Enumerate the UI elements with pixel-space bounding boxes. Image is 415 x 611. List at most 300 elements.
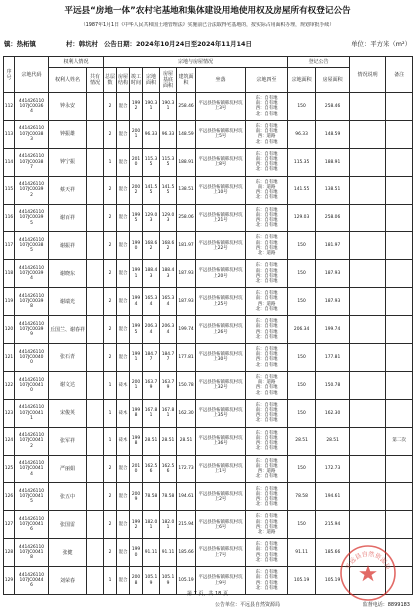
base-area: 182.01 bbox=[161, 519, 175, 530]
floor-area-cell bbox=[177, 93, 196, 121]
share-status-cell bbox=[87, 511, 104, 539]
boundary-line: 东：自有地 bbox=[255, 486, 278, 492]
share-status-cell bbox=[87, 288, 104, 316]
reg-house-area-cell bbox=[316, 288, 350, 316]
owner-name: 谢百祥 bbox=[59, 215, 75, 221]
house-structure: 混合 bbox=[118, 103, 128, 109]
boundary-line: 西：自有地 bbox=[255, 524, 278, 530]
owner-name-cell bbox=[49, 371, 87, 399]
completion-year: 2010 bbox=[131, 156, 141, 168]
floor-count: 1 bbox=[108, 159, 112, 165]
note-cell bbox=[350, 204, 386, 232]
boundary-line: 西：自有地 bbox=[255, 552, 278, 558]
owner-name-cell bbox=[49, 539, 87, 567]
note-cell bbox=[350, 232, 386, 260]
boundary-line: 南：自有地 bbox=[255, 212, 278, 218]
boundary-line: 东：自有地 bbox=[255, 179, 278, 185]
base-area-cell bbox=[160, 288, 177, 316]
location-cell bbox=[196, 176, 246, 204]
floor-area: 177.81 bbox=[178, 354, 194, 360]
remark-cell bbox=[386, 371, 413, 399]
house-structure: 混合 bbox=[118, 326, 128, 332]
house-structure-cell bbox=[117, 511, 130, 539]
location-cell bbox=[196, 539, 246, 567]
reg-land-area: 150 bbox=[297, 410, 306, 416]
reg-land-area-cell bbox=[288, 399, 316, 427]
boundary-line: 南：道路 bbox=[257, 184, 276, 190]
note-cell bbox=[350, 371, 386, 399]
boundaries-cell bbox=[246, 455, 288, 483]
completion-year-cell bbox=[130, 427, 143, 455]
house-structure: 砖木 bbox=[118, 382, 128, 388]
boundary-line: 东：自有地 bbox=[255, 570, 278, 576]
owner-name: 谢文达 bbox=[59, 382, 75, 389]
row-number: 126 bbox=[4, 494, 14, 500]
completion-year: 2008 bbox=[131, 575, 141, 586]
boundary-line: 东：自有地 bbox=[255, 430, 278, 436]
zongdi-code: 441426110107JC00412 bbox=[18, 433, 45, 449]
house-structure: 混合 bbox=[118, 243, 128, 249]
header-owner-group: 权利人情况 bbox=[49, 57, 104, 68]
zongdi-code-cell bbox=[15, 148, 49, 176]
table-body bbox=[4, 93, 413, 595]
location: 平远县热柘镇韩坑村坑上35号 bbox=[198, 407, 243, 419]
row-number: 118 bbox=[4, 271, 14, 277]
boundary-line: 北：自有地 bbox=[255, 390, 278, 396]
base-area-cell bbox=[160, 148, 177, 176]
row-number-cell bbox=[4, 204, 15, 232]
zongdi-code-cell bbox=[15, 539, 49, 567]
house-structure: 混合 bbox=[118, 494, 128, 500]
seal-text: 平远县自然资源局 bbox=[344, 550, 392, 571]
zongdi-code-cell bbox=[15, 176, 49, 204]
base-area-cell bbox=[160, 232, 177, 260]
reg-land-area: 150 bbox=[297, 299, 306, 305]
share-status-cell bbox=[87, 148, 104, 176]
row-number-cell bbox=[4, 176, 15, 204]
location: 平远县热柘镇韩坑村坑上3号 bbox=[198, 101, 243, 112]
floor-area-cell bbox=[177, 511, 196, 539]
reg-house-area-cell bbox=[316, 371, 350, 399]
floor-area-cell bbox=[177, 371, 196, 399]
floor-area: 215.94 bbox=[178, 522, 194, 528]
floor-count-cell bbox=[104, 93, 117, 121]
header-year: 竣工时间 bbox=[130, 68, 143, 93]
owner-name: 张五中 bbox=[59, 493, 75, 500]
boundaries-cell bbox=[246, 204, 288, 232]
location-cell bbox=[196, 399, 246, 427]
land-area: 167.81 bbox=[144, 407, 158, 419]
reg-house-area: 258.46 bbox=[324, 103, 341, 109]
owner-name-cell bbox=[49, 288, 87, 316]
boundary-line: 南：自有地 bbox=[255, 547, 278, 553]
note-cell bbox=[350, 260, 386, 288]
row-number: 122 bbox=[4, 382, 14, 388]
house-structure-cell bbox=[117, 204, 130, 232]
header-share: 共有情况 bbox=[87, 68, 104, 93]
base-area: 115.35 bbox=[161, 156, 175, 168]
boundary-line: 东：自有地 bbox=[255, 374, 278, 380]
house-structure: 混合 bbox=[118, 299, 128, 305]
reg-house-area-cell bbox=[316, 483, 350, 511]
floor-count-cell bbox=[104, 483, 117, 511]
boundary-line: 北：自有地 bbox=[255, 362, 278, 368]
row-number: 113 bbox=[4, 131, 14, 137]
land-area-cell bbox=[143, 316, 160, 344]
header-owner-name: 权利人姓名 bbox=[49, 68, 87, 93]
reg-land-area: 141.55 bbox=[293, 187, 310, 193]
zongdi-code-cell bbox=[15, 371, 49, 399]
reg-land-area-cell bbox=[288, 427, 316, 455]
completion-year-cell bbox=[130, 511, 143, 539]
row-number: 119 bbox=[4, 299, 14, 305]
issuing-unit: 公告单位：平远县自然资源局 bbox=[215, 602, 281, 608]
row-number: 121 bbox=[4, 354, 14, 360]
base-area: 28.51 bbox=[161, 438, 175, 444]
boundary-line: 西：自有地 bbox=[255, 413, 278, 419]
reg-house-area-cell bbox=[316, 427, 350, 455]
row-number-cell bbox=[4, 260, 15, 288]
reg-land-area: 206.34 bbox=[293, 326, 310, 332]
reg-house-area-cell bbox=[316, 93, 350, 121]
zongdi-code-cell bbox=[15, 120, 49, 148]
floor-count: 2 bbox=[108, 494, 112, 500]
house-structure-cell bbox=[117, 288, 130, 316]
zongdi-code-cell bbox=[15, 427, 49, 455]
land-area-cell bbox=[143, 260, 160, 288]
base-area: 163.79 bbox=[161, 380, 175, 391]
reg-house-area: 185.66 bbox=[324, 550, 341, 556]
completion-year-cell bbox=[130, 316, 143, 344]
floor-area: 105.19 bbox=[178, 577, 194, 583]
owner-name: 张军祥 bbox=[59, 438, 75, 445]
row-number-cell bbox=[4, 344, 15, 372]
house-structure: 混合 bbox=[118, 215, 128, 221]
completion-year: 1991 bbox=[131, 268, 141, 279]
boundary-line: 西：自有地 bbox=[255, 245, 278, 251]
floor-count-cell bbox=[104, 288, 117, 316]
completion-year: 1995 bbox=[131, 324, 141, 335]
owner-name-cell bbox=[49, 399, 87, 427]
land-area-cell bbox=[143, 399, 160, 427]
share-status-cell bbox=[87, 232, 104, 260]
boundaries-cell bbox=[246, 511, 288, 539]
reg-house-area: 177.81 bbox=[324, 354, 341, 360]
floor-count-cell bbox=[104, 511, 117, 539]
boundary-line: 东：自有地 bbox=[255, 291, 278, 297]
land-area: 165.34 bbox=[144, 296, 158, 307]
zongdi-code: 441426110107JC00399 bbox=[18, 321, 45, 338]
reg-land-area-cell bbox=[288, 371, 316, 399]
remark-cell bbox=[386, 399, 413, 427]
reg-land-area: 129.03 bbox=[293, 215, 310, 221]
boundary-line: 东：自有地 bbox=[255, 207, 278, 213]
base-area-cell bbox=[160, 539, 177, 567]
floor-count-cell bbox=[104, 176, 117, 204]
reg-house-area-cell bbox=[316, 204, 350, 232]
floor-area: 199.74 bbox=[178, 326, 194, 332]
note-cell bbox=[350, 288, 386, 316]
owner-name-cell bbox=[49, 260, 87, 288]
floor-area: 162.30 bbox=[178, 410, 194, 416]
header-note: 情况说明 bbox=[350, 57, 386, 93]
boundaries-cell bbox=[246, 120, 288, 148]
zongdi-code: 441426110107JC00415 bbox=[18, 489, 45, 505]
completion-year: 1992 bbox=[131, 101, 141, 112]
floor-area-cell bbox=[177, 539, 196, 567]
floor-area: 185.66 bbox=[178, 550, 194, 556]
owner-name: 宋俊英 bbox=[59, 410, 75, 417]
boundary-line: 北：自有地 bbox=[255, 557, 278, 563]
reg-land-area-cell bbox=[288, 455, 316, 483]
seal-star-icon bbox=[359, 565, 377, 581]
boundary-line: 西：自有地 bbox=[255, 218, 278, 223]
row-number-cell bbox=[4, 455, 15, 483]
base-area-cell bbox=[160, 399, 177, 427]
table-row bbox=[4, 148, 413, 176]
zongdi-code-cell bbox=[15, 316, 49, 344]
completion-year-cell bbox=[130, 371, 143, 399]
completion-year-cell bbox=[130, 148, 143, 176]
reg-house-area-cell bbox=[316, 455, 350, 483]
boundary-line: 南：自有地 bbox=[255, 101, 278, 107]
owner-name-cell bbox=[49, 120, 87, 148]
location: 平远县热柘镇韩坑村坑上22号 bbox=[198, 240, 243, 251]
boundary-line: 西：道路 bbox=[257, 301, 276, 307]
location: 平远县热柘镇韩坑村坑上7号 bbox=[198, 547, 243, 558]
floor-area-cell bbox=[177, 120, 196, 148]
completion-year: 2001 bbox=[131, 129, 141, 140]
boundary-line: 东：自有地 bbox=[255, 347, 278, 353]
location: 平远县热柘镇韩坑村坑上5号 bbox=[198, 129, 243, 140]
page-title: 平远县“房地一体”农村宅基地和集体建设用地使用权及房屋所有权登记公告 bbox=[64, 6, 351, 16]
floor-area-cell bbox=[177, 483, 196, 511]
boundary-line: 东：自有地 bbox=[255, 514, 278, 520]
boundary-line: 北：自有地 bbox=[255, 474, 278, 480]
location: 平远县热柘镇韩坑村坑上6号 bbox=[198, 519, 243, 530]
floor-count: 2 bbox=[108, 243, 112, 249]
house-structure-cell bbox=[117, 427, 130, 455]
house-structure-cell bbox=[117, 316, 130, 344]
base-area-cell bbox=[160, 120, 177, 148]
location: 平远县热柘镇韩坑村坑上2号 bbox=[198, 491, 243, 502]
table-row bbox=[4, 204, 413, 232]
boundary-line: 南：自有地 bbox=[255, 435, 278, 441]
reg-house-area: 150.78 bbox=[324, 382, 341, 388]
zongdi-code: 441426110107JC00387 bbox=[18, 154, 45, 170]
page-subtitle: （1987年1月1日《中华人民共和国土地管理法》实施前已合法取得宅基地的，按实际占用面积办理，规划审批手续） bbox=[80, 22, 335, 28]
boundary-line: 北：自有地 bbox=[255, 446, 278, 452]
reg-house-area-cell bbox=[316, 120, 350, 148]
reg-land-area: 150 bbox=[297, 382, 306, 388]
boundary-line: 北：自有地 bbox=[255, 111, 278, 117]
base-area: 165.34 bbox=[161, 296, 175, 307]
land-area: 168.62 bbox=[144, 240, 158, 251]
location-cell bbox=[196, 93, 246, 121]
reg-house-area: 194.61 bbox=[324, 494, 341, 500]
page-number: 第 7 页，共 18 页 bbox=[187, 591, 228, 597]
share-status-cell bbox=[87, 120, 104, 148]
land-area: 162.56 bbox=[144, 463, 158, 475]
reg-house-area: 162.30 bbox=[324, 410, 341, 416]
reg-house-area: 187.93 bbox=[324, 299, 341, 305]
completion-year: 1992 bbox=[131, 519, 141, 530]
boundary-line: 北：自有地 bbox=[255, 502, 278, 508]
reg-land-area-cell bbox=[288, 176, 316, 204]
zongdi-code-cell bbox=[15, 344, 49, 372]
house-structure-cell bbox=[117, 260, 130, 288]
header-structure: 房屋结构 bbox=[117, 68, 130, 93]
note-cell bbox=[350, 120, 386, 148]
floor-area: 138.51 bbox=[178, 187, 194, 193]
reg-land-area: 150 bbox=[297, 354, 306, 360]
boundary-line: 东：自有地 bbox=[255, 123, 278, 129]
house-structure-cell bbox=[117, 483, 130, 511]
reg-house-area-cell bbox=[316, 232, 350, 260]
row-number-cell bbox=[4, 399, 15, 427]
zongdi-code: 441426110107JC00418 bbox=[18, 544, 45, 561]
boundary-line: 西：道路 bbox=[257, 134, 276, 140]
unit-label: 单位：平方米（m²） bbox=[351, 40, 411, 48]
zongdi-code: 441426110107JC00392 bbox=[18, 182, 45, 198]
zongdi-code-cell bbox=[15, 93, 49, 121]
owner-name-cell bbox=[49, 483, 87, 511]
boundary-line: 东：自有地 bbox=[255, 402, 278, 408]
boundaries-cell bbox=[246, 260, 288, 288]
boundary-line: 北：自有地 bbox=[255, 334, 278, 340]
location: 平远县热柘镇韩坑村坑上36号 bbox=[198, 435, 243, 447]
floor-area-cell bbox=[177, 260, 196, 288]
reg-land-area: 150 bbox=[297, 271, 306, 277]
table-row bbox=[4, 511, 413, 539]
share-status-cell bbox=[87, 260, 104, 288]
note-cell bbox=[350, 148, 386, 176]
zongdi-code: 441426110107JC00364 bbox=[18, 98, 45, 114]
boundaries-cell bbox=[246, 399, 288, 427]
header-registration-group: 登记公告 bbox=[288, 57, 350, 68]
owner-name-cell bbox=[49, 93, 87, 121]
owner-name: 张健 bbox=[62, 549, 73, 556]
boundary-line: 西：自有地 bbox=[255, 357, 278, 363]
table-row bbox=[4, 483, 413, 511]
remark-cell bbox=[386, 344, 413, 372]
location-cell bbox=[196, 260, 246, 288]
land-area: 91.11 bbox=[144, 550, 158, 556]
reg-house-area-cell bbox=[316, 316, 350, 344]
house-structure: 混合 bbox=[118, 466, 128, 472]
floor-area: 187.93 bbox=[178, 271, 194, 277]
note-cell bbox=[350, 93, 386, 121]
boundary-line: 北：自有地 bbox=[255, 306, 278, 312]
completion-year: 1991 bbox=[131, 352, 141, 363]
reg-land-area: 150 bbox=[297, 466, 306, 472]
row-number-cell bbox=[4, 371, 15, 399]
table-header bbox=[4, 57, 413, 93]
remark-cell bbox=[386, 427, 413, 455]
house-structure-cell bbox=[117, 93, 130, 121]
owner-name-cell bbox=[49, 427, 87, 455]
completion-year-cell bbox=[130, 483, 143, 511]
row-number: 124 bbox=[4, 438, 14, 444]
reg-house-area: 188.91 bbox=[324, 159, 341, 165]
boundary-line: 南：自有地 bbox=[255, 463, 278, 469]
location-cell bbox=[196, 316, 246, 344]
reg-house-area-cell bbox=[316, 399, 350, 427]
location-cell bbox=[196, 288, 246, 316]
share-status-cell bbox=[87, 344, 104, 372]
note-cell bbox=[350, 344, 386, 372]
house-structure: 混合 bbox=[118, 550, 128, 556]
owner-name-cell bbox=[49, 511, 87, 539]
base-area: 168.62 bbox=[161, 240, 175, 251]
completion-year-cell bbox=[130, 232, 143, 260]
reg-land-area-cell bbox=[288, 204, 316, 232]
zongdi-code: 441426110107JC00395 bbox=[18, 210, 45, 226]
share-status-cell bbox=[87, 371, 104, 399]
floor-count: 2 bbox=[108, 187, 112, 193]
completion-year-cell bbox=[130, 288, 143, 316]
zongdi-code: 441426110107JC00411 bbox=[18, 405, 45, 421]
boundaries-cell bbox=[246, 93, 288, 121]
zongdi-code: 441426110107JC00385 bbox=[18, 238, 45, 254]
table-row bbox=[4, 316, 413, 344]
location-cell bbox=[196, 427, 246, 455]
location-cell bbox=[196, 148, 246, 176]
base-area-cell bbox=[160, 93, 177, 121]
floor-count: 2 bbox=[108, 131, 112, 137]
land-area-cell bbox=[143, 288, 160, 316]
base-area: 206.34 bbox=[161, 324, 175, 335]
location-cell bbox=[196, 204, 246, 232]
floor-area: 258.06 bbox=[178, 215, 194, 221]
header-no: 序号 bbox=[4, 57, 15, 93]
boundary-line: 北：自有地 bbox=[255, 585, 278, 591]
floor-area: 258.46 bbox=[178, 103, 194, 109]
floor-count-cell bbox=[104, 120, 117, 148]
note-cell bbox=[350, 483, 386, 511]
floor-area: 181.97 bbox=[178, 243, 194, 249]
floor-count: 2 bbox=[108, 550, 112, 556]
floor-count: 1 bbox=[108, 382, 112, 388]
house-structure: 混合 bbox=[118, 187, 128, 193]
boundaries-cell bbox=[246, 316, 288, 344]
location: 平远县热柘镇韩坑村坑上30号 bbox=[198, 352, 243, 363]
base-area: 129.03 bbox=[161, 212, 175, 223]
boundary-line: 西：自有地 bbox=[255, 162, 278, 168]
house-structure-cell bbox=[117, 399, 130, 427]
owner-name: 张国雷 bbox=[59, 521, 75, 528]
location-cell bbox=[196, 371, 246, 399]
floor-area-cell bbox=[177, 316, 196, 344]
completion-year: 2009 bbox=[131, 491, 141, 502]
boundary-line: 南：自有地 bbox=[255, 324, 278, 330]
row-number: 114 bbox=[4, 159, 14, 165]
completion-year-cell bbox=[130, 260, 143, 288]
remark-cell bbox=[386, 316, 413, 344]
base-area-cell bbox=[160, 176, 177, 204]
completion-year: 1995 bbox=[131, 212, 141, 223]
remark-cell bbox=[386, 483, 413, 511]
remark-cell bbox=[386, 232, 413, 260]
land-area: 105.19 bbox=[144, 575, 158, 586]
reg-land-area: 78.58 bbox=[295, 494, 308, 500]
house-structure-cell bbox=[117, 148, 130, 176]
boundary-line: 东：自有地 bbox=[255, 151, 278, 157]
location: 平远县热柘镇韩坑村坑上25号 bbox=[198, 296, 243, 307]
row-number-cell bbox=[4, 120, 15, 148]
table-row bbox=[4, 176, 413, 204]
header-reg-house-area: 房屋面积 bbox=[316, 68, 350, 93]
